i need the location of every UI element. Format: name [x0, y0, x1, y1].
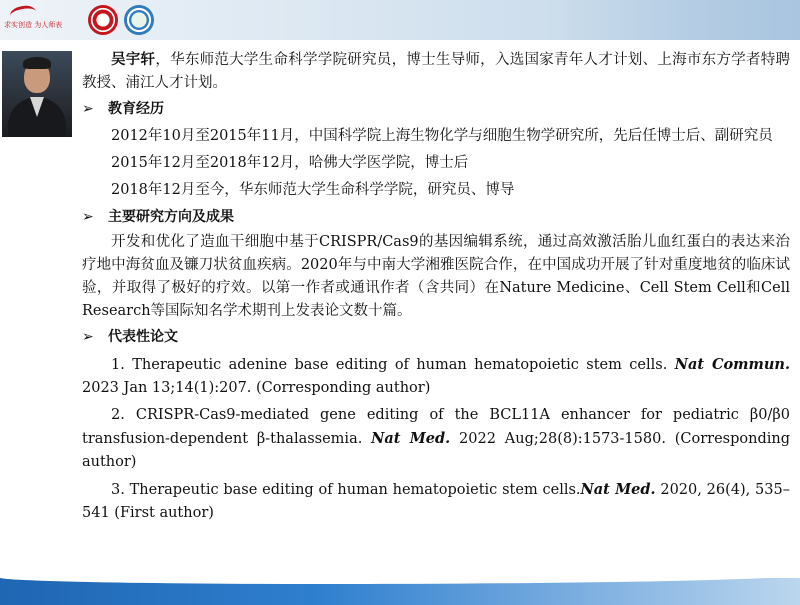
ecnu-logo — [4, 3, 82, 37]
paper-journal: Nat Med. — [580, 481, 656, 498]
institute-seal-icon — [124, 5, 154, 35]
content-area — [82, 46, 790, 529]
profile-intro — [82, 48, 790, 95]
paper-citation: 2022 Aug;28(8):1573-1580. (Corresponding author) — [82, 431, 791, 470]
portrait-photo — [2, 51, 72, 137]
paper-item — [82, 404, 790, 474]
paper-citation: 2020, 26(4), 535–541 (First author) — [82, 482, 790, 521]
footer-wave — [0, 568, 800, 584]
footer-banner — [0, 578, 800, 605]
paper-item — [82, 353, 790, 400]
paper-citation: 2023 Jan 13;14(1):207. (Corresponding author) — [82, 380, 431, 396]
header-banner — [0, 0, 800, 40]
portrait-hair — [23, 57, 51, 69]
paper-journal: Nat Med. — [371, 430, 451, 447]
paper-title: 3. Therapeutic base editing of human hematopoietic stem cells. — [111, 482, 581, 498]
logo-group — [4, 2, 154, 38]
papers-heading — [82, 326, 790, 349]
research-title: 主要研究方向及成果 — [108, 209, 234, 225]
paper-journal: Nat Commun. — [674, 356, 790, 373]
education-item: 2018年12月至今，华东师范大学生命科学学院，研究员、博导 — [111, 182, 515, 198]
education-item: 2015年12月至2018年12月，哈佛大学医学院，博士后 — [111, 155, 469, 171]
paper-title: 1. Therapeutic adenine base editing of human hematopoietic stem cells. — [111, 357, 675, 373]
paper-title: 2. CRISPR-Cas9-mediated gene editing of the BCL11A enhancer for pediatric β0/β0 transfusion-dependent β-thalassemia. — [82, 407, 790, 447]
arrow-bullet-icon: ➢ — [82, 209, 94, 225]
header-gradient — [560, 0, 800, 40]
profile-name: 吴宇轩 — [111, 51, 156, 68]
arrow-bullet-icon: ➢ — [82, 329, 94, 345]
education-title: 教育经历 — [108, 101, 164, 117]
university-seal-icon — [88, 5, 118, 35]
profile-intro-text: ，华东师范大学生命科学学院研究员，博士生导师，入选国家青年人才计划、上海市东方学者特聘教授、浦江人才计划。 — [82, 52, 791, 91]
arrow-bullet-icon: ➢ — [82, 101, 94, 117]
research-heading — [82, 206, 790, 229]
education-item: 2012年10月至2015年11月，中国科学院上海生物化学与细胞生物学研究所，先后任博士后、副研究员 — [111, 128, 773, 144]
education-heading — [82, 98, 790, 121]
ecnu-motto: 求实创造 为人师表 — [4, 21, 63, 29]
research-text: 开发和优化了造血干细胞中基于CRISPR/Cas9的基因编辑系统，通过高效激活胎儿血红蛋白的表达来治疗地中海贫血及镰刀状贫血疾病。2020年与中南大学湘雅医院合作，在中国成功开展了针对重度地贫的临床试验，并取得了极好的疗效。以第一作者或通讯作者（含共同）在Nature Medicine、Cell Stem Cell和Cell Research等国际知名学术期刊上发表论文数十篇。 — [82, 234, 790, 319]
paper-item — [82, 478, 790, 525]
papers-title: 代表性论文 — [108, 329, 178, 345]
